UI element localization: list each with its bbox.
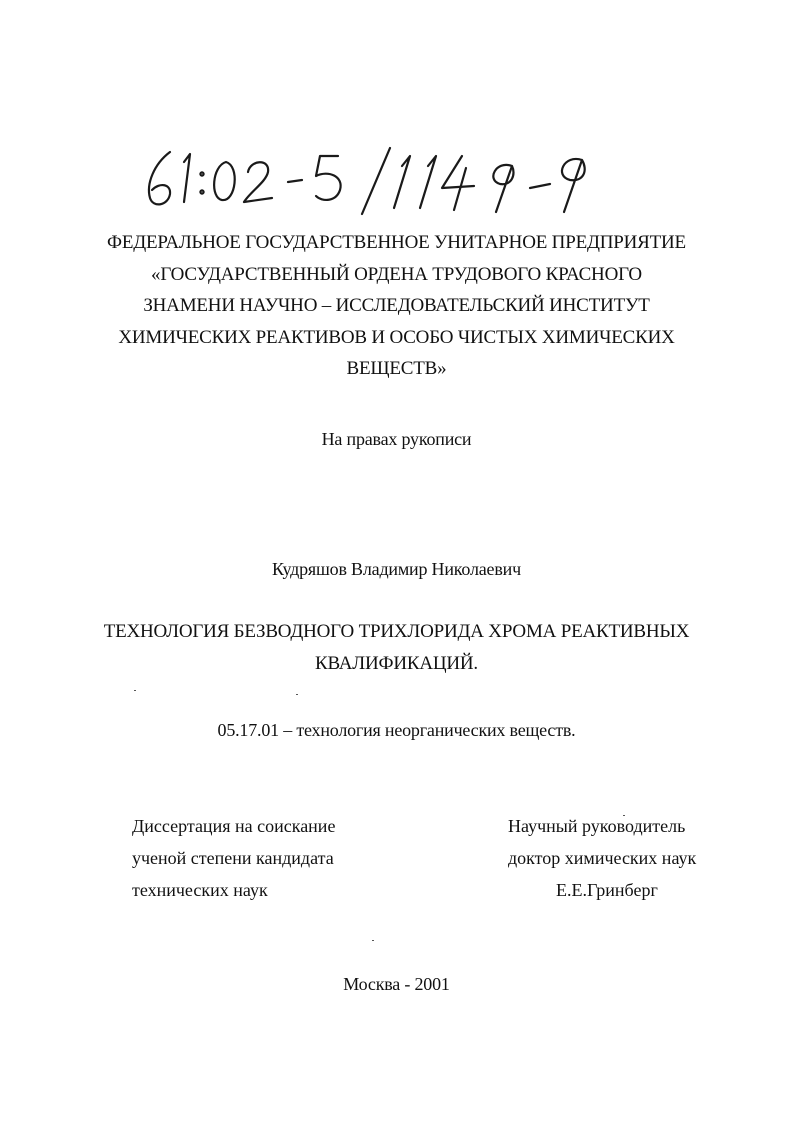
- organization-line: ХИМИЧЕСКИХ РЕАКТИВОВ И ОСОБО ЧИСТЫХ ХИМИЧЕСКИХ: [118, 326, 675, 348]
- dissertation-line: ученой степени кандидата: [132, 848, 334, 868]
- handwritten-archive-number-drawing: [140, 140, 600, 220]
- organization-name: [60, 227, 733, 385]
- dissertation-line: Диссертация на соискание: [132, 816, 336, 836]
- dissertation-info: [132, 810, 335, 906]
- organization-line: ЗНАМЕНИ НАУЧНО – ИССЛЕДОВАТЕЛЬСКИЙ ИНСТИТУТ: [143, 295, 650, 316]
- city-year: Москва - 2001: [343, 974, 450, 994]
- organization-line: «ГОСУДАРСТВЕННЫЙ ОРДЕНА ТРУДОВОГО КРАСНОГО: [151, 263, 642, 285]
- specialty-code: 05.17.01 – технология неорганических веществ.: [217, 720, 576, 740]
- rights-note: На правах рукописи: [321, 429, 472, 449]
- dissertation-line: технических наук: [132, 880, 268, 900]
- dissertation-title: [60, 616, 733, 680]
- organization-line: ФЕДЕРАЛЬНОЕ ГОСУДАРСТВЕННОЕ УНИТАРНОЕ ПРЕДПРИЯТИЕ: [107, 232, 686, 253]
- supervisor-degree: доктор химических наук: [508, 848, 697, 868]
- title-line: КВАЛИФИКАЦИЙ.: [315, 653, 478, 674]
- scan-speck: [623, 815, 625, 816]
- supervisor-info: [508, 810, 696, 906]
- supervisor-role: Научный руководитель: [508, 816, 686, 836]
- title-line: ТЕХНОЛОГИЯ БЕЗВОДНОГО ТРИХЛОРИДА ХРОМА РЕАКТИВНЫХ: [103, 621, 690, 642]
- scan-speck: [372, 940, 374, 941]
- scan-speck: [296, 694, 298, 695]
- author-name: Кудряшов Владимир Николаевич: [272, 559, 521, 579]
- supervisor-name: Е.Е.Гринберг: [556, 880, 658, 900]
- scan-speck: [134, 690, 136, 691]
- organization-line: ВЕЩЕСТВ»: [346, 358, 447, 379]
- handwritten-archive-number: [140, 140, 600, 220]
